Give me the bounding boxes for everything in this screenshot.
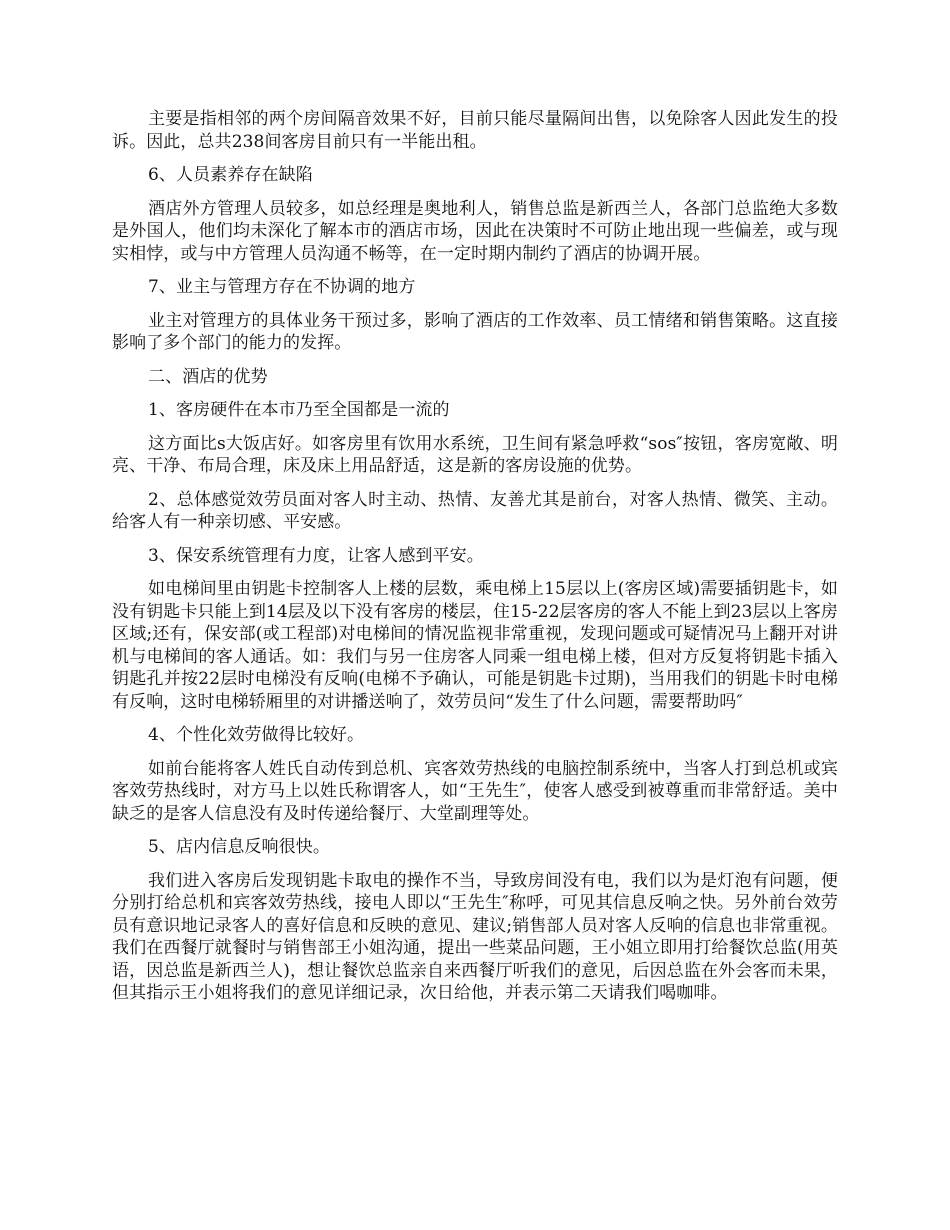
heading-staff-quality: 6、人员素养存在缺陷 [148, 165, 313, 185]
heading-information-feedback: 5、店内信息反响很快。 [148, 837, 330, 857]
paragraph-staff-attitude: 2、总体感觉效劳员面对客人时主动、热情、友善尤其是前台，对客人热情、微笑、主动。给客人有一种亲切感、平安感。 [112, 489, 838, 532]
paragraph-guest-name-system: 如前台能将客人姓氏自动传到总机、宾客效劳热线的电脑控制系统中，当客人打到总机或宾客效劳热线时，对方马上以姓氏称谓客人，如“王先生″，使客人感受到被尊重而非常舒适。美中缺乏的是客人信息没有及时传递给餐厅、大堂副理等处。 [112, 758, 838, 824]
paragraph-foreign-managers: 酒店外方管理人员较多，如总经理是奥地利人，销售总监是新西兰人，各部门总监绝大多数是外国人，他们均未深化了解本市的酒店市场，因此在决策时不可防止地出现一些偏差，或与现实相悖，或与中方管理人员沟通不畅等，在一定时期内制约了酒店的协调开展。 [112, 198, 838, 264]
document-body [112, 108, 838, 1016]
paragraph-owner-interference: 业主对管理方的具体业务干预过多，影响了酒店的工作效率、员工情绪和销售策略。这直接影响了多个部门的能力的发挥。 [112, 310, 838, 353]
paragraph-feedback-example: 我们进入客房后发现钥匙卡取电的操作不当，导致房间没有电，我们以为是灯泡有问题，便分别打给总机和宾客效劳热线，接电人即以“王先生″称呼，可见其信息反响之快。另外前台效劳员有意识地记录客人的喜好信息和反映的意见、建议;销售部人员对客人反响的信息也非常重视。我们在西餐厅就餐时与销售部王小姐沟通，提出一些菜品问题，王小姐立即用打给餐饮总监(用英语，因总监是新西兰人)，想让餐饮总监亲自来西餐厅听我们的意见，后因总监在外会客而未果，但其指示王小姐将我们的意见详细记录，次日给他，并表示第二天请我们喝咖啡。 [112, 870, 838, 1003]
paragraph-elevator-security: 如电梯间里由钥匙卡控制客人上楼的层数，乘电梯上15层以上(客房区域)需要插钥匙卡，如没有钥匙卡只能上到14层及以下没有客房的楼层，住15-22层客房的客人不能上到23层以上客房区域;还有，保安部(或工程部)对电梯间的情况监视非常重视，发现问题或可疑情况马上翻开对讲机与电梯间的客人通话。如：我们与另一住房客人同乘一组电梯上楼，但对方反复将钥匙卡插入钥匙孔并按22层时电梯没有反响(电梯不予确认，可能是钥匙卡过期)，当用我们的钥匙卡时电梯有反响，这时电梯轿厢里的对讲播送响了，效劳员问“发生了什么问题，需要帮助吗″ [112, 579, 838, 712]
heading-security-system: 3、保安系统管理有力度，让客人感到平安。 [148, 545, 484, 566]
heading-room-hardware: 1、客房硬件在本市乃至全国都是一流的 [148, 400, 450, 420]
heading-owner-management: 7、业主与管理方存在不协调的地方 [148, 277, 416, 297]
heading-personalized-service: 4、个性化效劳做得比较好。 [148, 725, 365, 745]
paragraph-soundproofing: 主要是指相邻的两个房间隔音效果不好，目前只能尽量隔间出售，以免除客人因此发生的投诉。因此，总共238间客房目前只有一半能出租。 [112, 109, 838, 152]
heading-hotel-advantages: 二、酒店的优势 [148, 366, 268, 387]
paragraph-room-facilities: 这方面比s大饭店好。如客房里有饮用水系统，卫生间有紧急呼救“sos″按钮，客房宽敞、明亮、干净、布局合理，床及床上用品舒适，这是新的客房设施的优势。 [112, 433, 838, 476]
